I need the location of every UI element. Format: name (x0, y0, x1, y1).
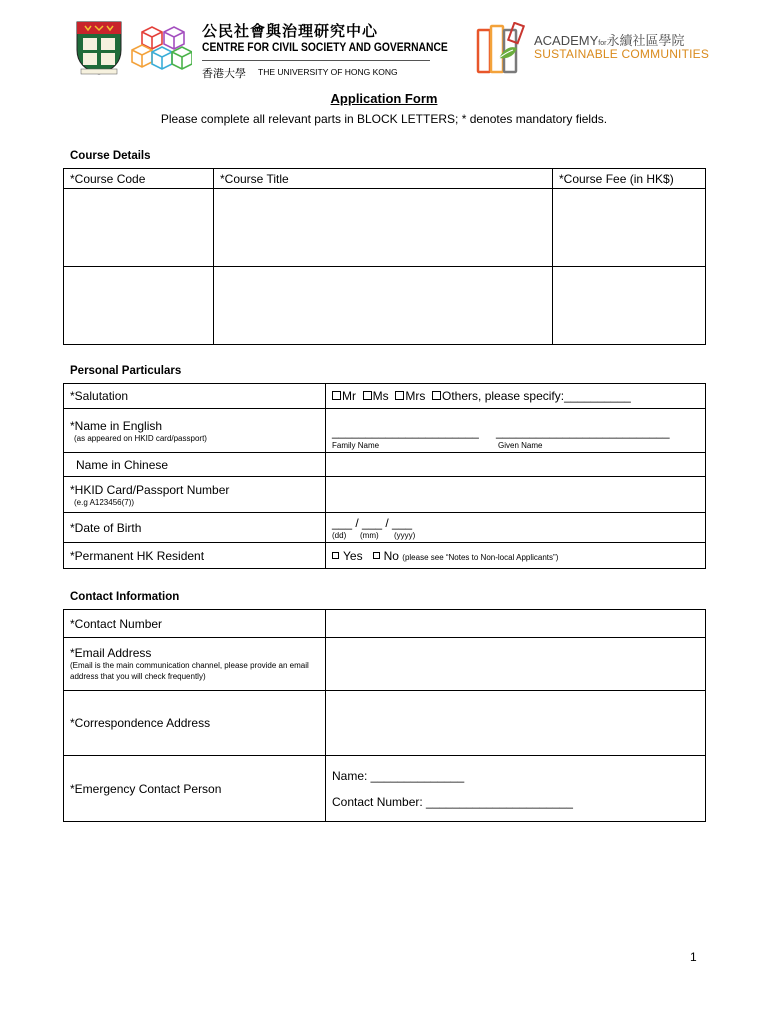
section-title-personal: Personal Particulars (70, 365, 182, 377)
org-name-english: CENTRE FOR CIVIL SOCIETY AND GOVERNANCE (202, 40, 448, 54)
dob-row (64, 513, 706, 543)
name-english-label-cell (64, 409, 326, 453)
emergency-label: *Emergency Contact Person (64, 756, 326, 822)
email-field[interactable] (326, 638, 706, 691)
option-mrs: Mrs (405, 389, 426, 403)
address-row (64, 691, 706, 756)
contact-number-field[interactable] (326, 610, 706, 638)
option-mr: Mr (342, 389, 356, 403)
course-details-table (63, 168, 706, 345)
dob-month-caption: (mm) (360, 530, 379, 540)
course-title-cell[interactable] (214, 267, 553, 345)
section-title-contact: Contact Information (70, 591, 180, 603)
email-row (64, 638, 706, 691)
salutation-options (326, 384, 706, 409)
address-field[interactable] (326, 691, 706, 756)
page-number: 1 (690, 950, 697, 964)
course-fee-cell[interactable] (553, 267, 706, 345)
email-label-cell (64, 638, 326, 691)
checkbox-no[interactable] (373, 552, 380, 559)
academy-for-label: for (598, 40, 607, 47)
table-header-row (64, 169, 706, 189)
contact-information-table (63, 609, 706, 822)
checkbox-others[interactable] (432, 391, 441, 400)
name-english-field[interactable] (326, 409, 706, 453)
university-name-english: THE UNIVERSITY OF HONG KONG (258, 67, 398, 77)
course-title-header: *Course Title (214, 169, 553, 189)
checkbox-ms[interactable] (363, 391, 372, 400)
org-name-chinese: 公民社會與治理研究中心 (202, 23, 379, 40)
course-code-header: *Course Code (64, 169, 214, 189)
resident-note: (please see “Notes to Non-local Applicants”) (402, 552, 559, 562)
emergency-row (64, 756, 706, 822)
contact-number-label: *Contact Number (64, 610, 326, 638)
name-chinese-label (64, 453, 326, 477)
academy-books-logo (475, 22, 529, 76)
table-row (64, 267, 706, 345)
given-name-line: __________________________ (496, 424, 670, 439)
name-english-label: *Name in English (70, 418, 163, 433)
name-english-note: (as appeared on HKID card/passport) (74, 433, 207, 443)
checkbox-yes[interactable] (332, 552, 339, 559)
salutation-label: *Salutation (64, 384, 326, 409)
emergency-name-line: Name: ______________ (332, 768, 465, 783)
university-name-chinese: 香港大學 (202, 68, 246, 80)
course-fee-header: *Course Fee (in HK$) (553, 169, 706, 189)
name-chinese-row (64, 453, 706, 477)
dob-label: *Date of Birth (64, 513, 326, 543)
course-code-cell[interactable] (64, 267, 214, 345)
resident-row (64, 543, 706, 569)
ccsg-cubes-logo (128, 22, 192, 78)
emergency-field[interactable] (326, 756, 706, 822)
option-no: No (383, 548, 399, 563)
address-label: *Correspondence Address (64, 691, 326, 756)
resident-options (326, 543, 706, 569)
name-english-row (64, 409, 706, 453)
family-name-caption: Family Name (332, 440, 380, 450)
email-note: (Email is the main communication channel, please provide an email address that you will check frequently) (70, 661, 309, 681)
checkbox-mrs[interactable] (395, 391, 404, 400)
given-name-caption: Given Name (498, 440, 543, 450)
salutation-row (64, 384, 706, 409)
hkid-row (64, 477, 706, 513)
hkid-field[interactable] (326, 477, 706, 513)
course-fee-cell[interactable] (553, 189, 706, 267)
dob-format: ___ / ___ / ___ (332, 515, 413, 530)
option-others: Others, please specify:__________ (442, 389, 631, 403)
family-name-line: ______________________ (332, 424, 479, 439)
dob-day-caption: (dd) (332, 530, 347, 540)
checkbox-mr[interactable] (332, 391, 341, 400)
contact-number-row (64, 610, 706, 638)
course-code-cell[interactable] (64, 189, 214, 267)
name-chinese-field[interactable] (326, 453, 706, 477)
dob-year-caption: (yyyy) (394, 530, 416, 540)
dob-field[interactable] (326, 513, 706, 543)
academy-label: ACADEMY (534, 33, 599, 48)
option-yes: Yes (343, 548, 363, 563)
academy-name-chinese: 永續社區學院 (606, 33, 685, 48)
course-title-cell[interactable] (214, 189, 553, 267)
academy-name-line2: SUSTAINABLE COMMUNITIES (534, 47, 710, 61)
personal-particulars-table (63, 383, 706, 569)
email-label: *Email Address (70, 646, 152, 660)
form-title (0, 91, 768, 106)
section-title-course: Course Details (70, 150, 151, 162)
resident-label: *Permanent HK Resident (64, 543, 326, 569)
hkid-label-cell (64, 477, 326, 513)
hkid-note: (e.g A123456(7)) (74, 497, 135, 507)
hkid-label: *HKID Card/Passport Number (70, 482, 230, 497)
emergency-number-line: Contact Number: ______________________ (332, 794, 573, 809)
form-instructions: Please complete all relevant parts in BLOCK LETTERS; * denotes mandatory fields. (160, 112, 608, 126)
option-ms: Ms (372, 389, 389, 403)
table-row (64, 189, 706, 267)
hku-crest-logo (73, 20, 125, 76)
name-english-lines (332, 411, 699, 451)
form-title-text: Application Form (330, 91, 438, 106)
header-divider (202, 60, 430, 61)
dob-lines (332, 514, 699, 542)
name-chinese-label-text: Name in Chinese (76, 457, 169, 472)
